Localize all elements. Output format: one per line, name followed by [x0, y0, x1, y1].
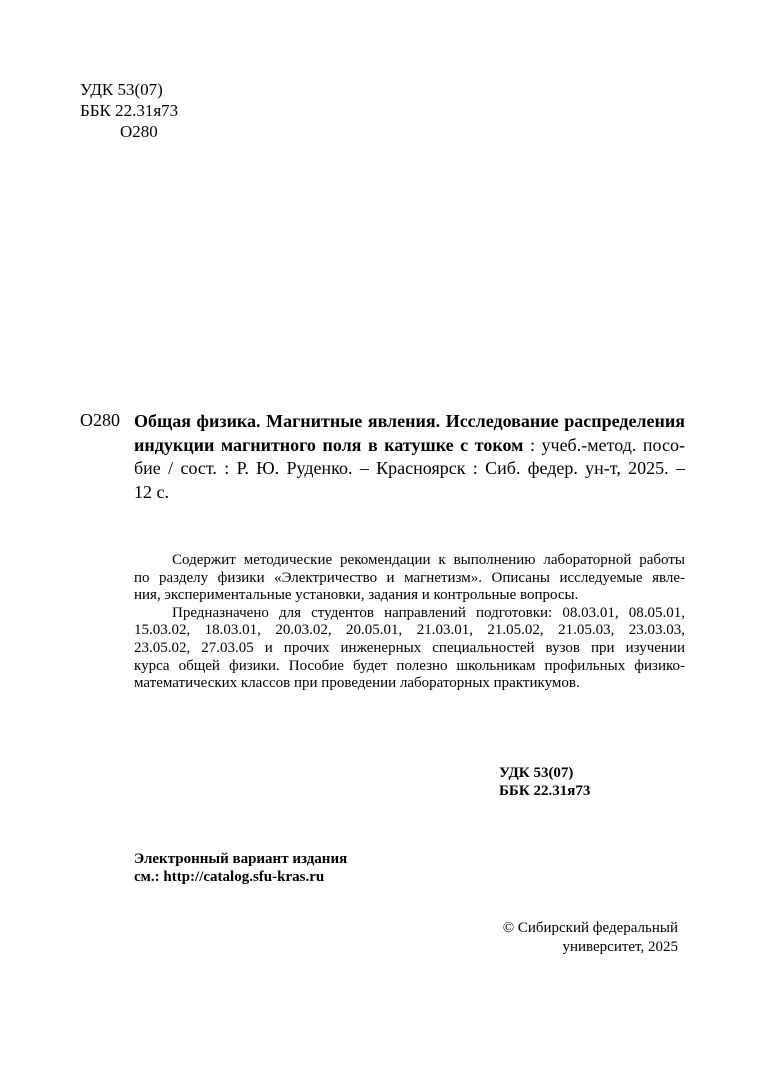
annotation-line: математических классов при проведении лабораторных практикумов. — [134, 675, 580, 692]
record-title-part-1: Общая физика. Магнитные явления. Исследование распределения — [134, 411, 685, 431]
author-mark: О280 — [120, 122, 158, 141]
bbk-code-bottom: ББК 22.31я73 — [499, 783, 591, 799]
record-line-2 — [134, 434, 685, 458]
bibliographic-record — [134, 410, 685, 504]
record-line-4: 12 с. — [134, 481, 169, 502]
annotation-line: ния, экспериментальные установки, задания и контрольные вопросы. — [134, 587, 579, 604]
udk-code-bottom: УДК 53(07) — [499, 765, 574, 781]
annotation — [134, 552, 685, 693]
annotation-line: курса общей физики. Пособие будет полезно школьникам профильных физико- — [134, 657, 685, 674]
record-line-1 — [134, 410, 685, 434]
record-type: : учеб.-метод. посо- — [523, 434, 685, 455]
copyright-line-1: © Сибирский федеральный — [502, 920, 678, 936]
copyright-line-2: университет, 2025 — [562, 939, 678, 955]
record-title-part-2: индукции магнитного поля в катушке с током — [134, 434, 524, 455]
annotation-line: 23.05.02, 27.03.05 и прочих инженерных специальностей вузов при изучении — [134, 639, 685, 656]
bbk-code: ББК 22.31я73 — [80, 101, 179, 120]
record-author-mark: О280 — [80, 410, 120, 430]
record-line-3: бие / сост. : Р. Ю. Руденко. – Красноярск : Сиб. федер. ун-т, 2025. – — [134, 458, 685, 478]
udk-code: УДК 53(07) — [80, 80, 163, 99]
electronic-version-link[interactable]: см.: http://catalog.sfu-kras.ru — [134, 869, 325, 885]
electronic-version-label: Электронный вариант издания — [134, 851, 348, 867]
annotation-line: Предназначено для студентов направлений подготовки: 08.03.01, 08.05.01, — [172, 604, 685, 621]
annotation-line: 15.03.02, 18.03.01, 20.03.02, 20.05.01, 21.03.01, 21.05.02, 21.05.03, 23.03.03, — [134, 622, 685, 639]
annotation-line: по разделу физики «Электричество и магнетизм». Описаны исследуемые явле- — [134, 569, 685, 586]
annotation-line: Содержит методические рекомендации к выполнению лабораторной работы — [172, 552, 685, 568]
